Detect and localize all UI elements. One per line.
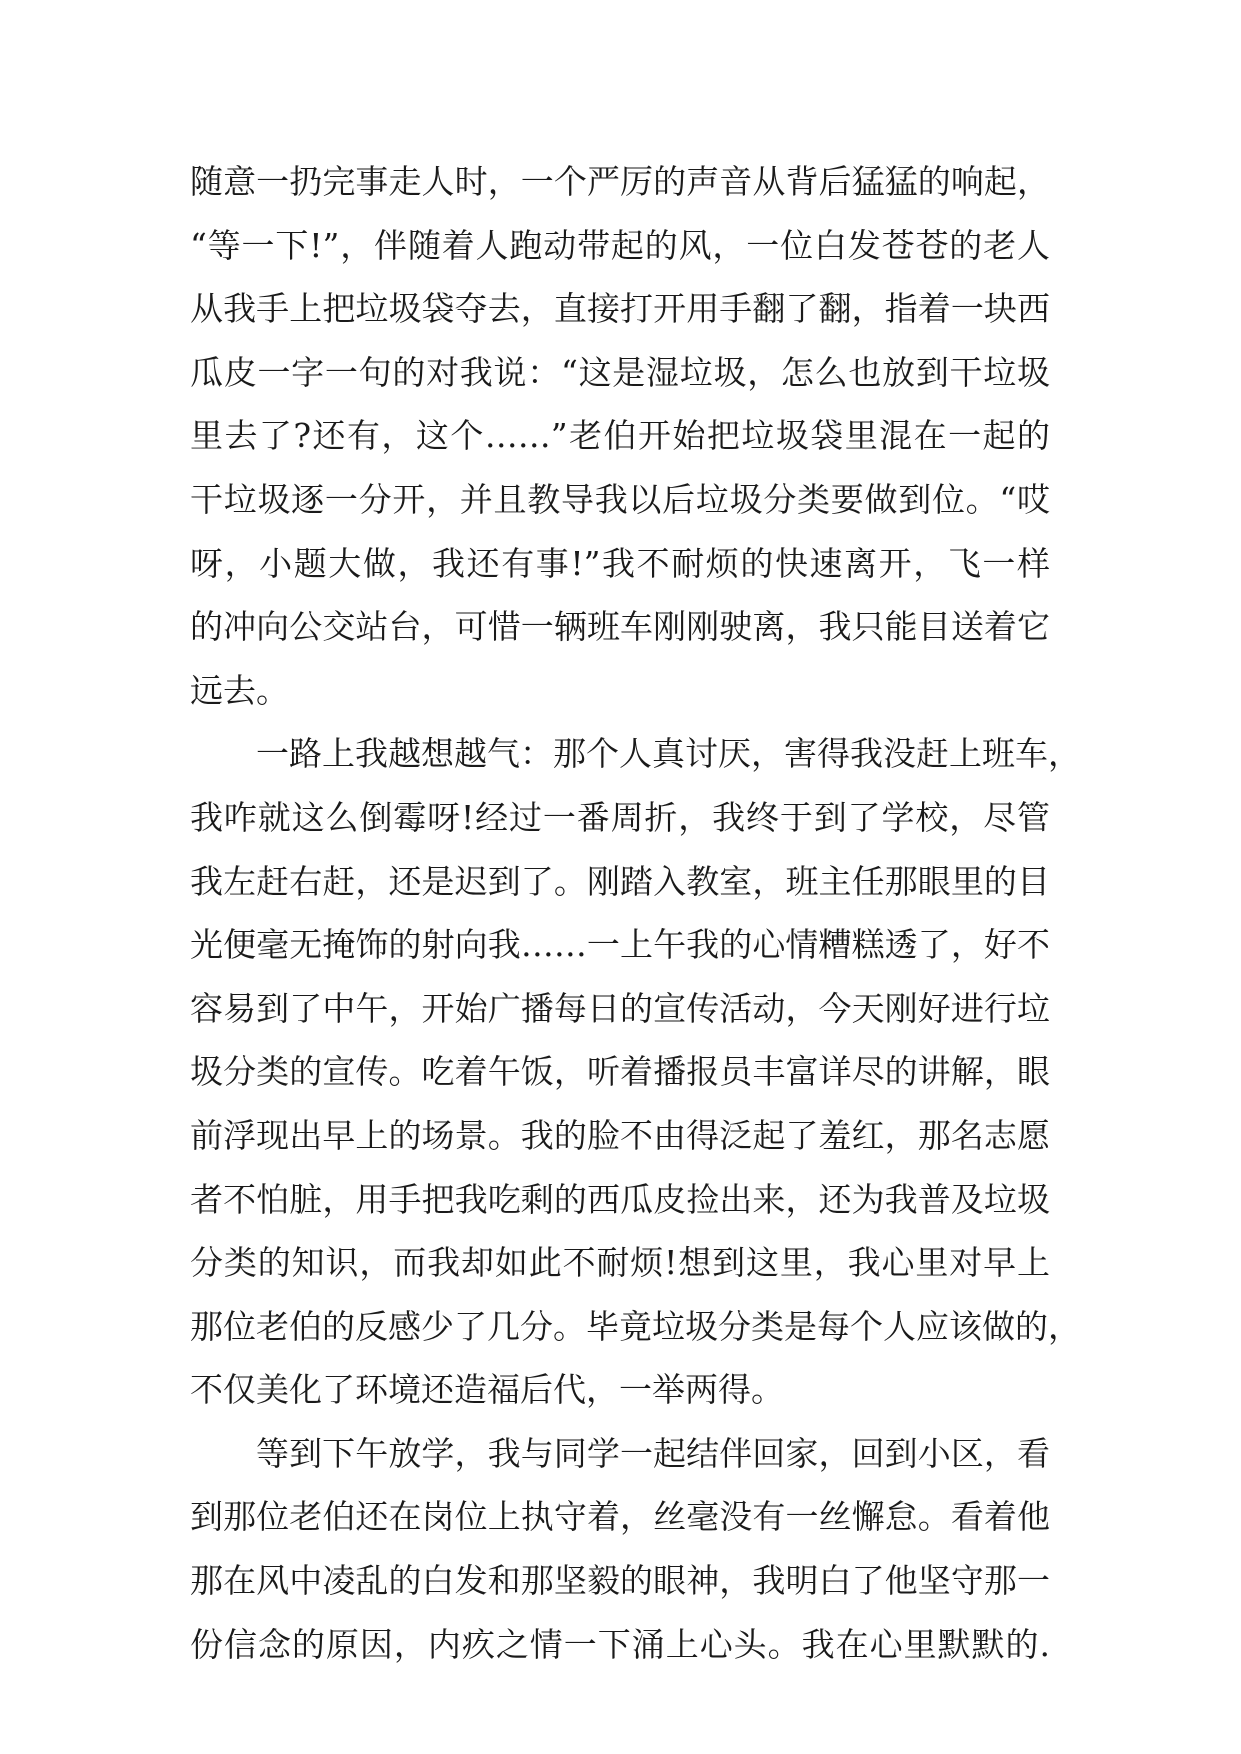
- text-line: 瓜皮一字一句的对我说：“这是湿垃圾，怎么也放到干垃圾: [190, 352, 1050, 392]
- text-line: 那位老伯的反感少了几分。毕竟垃圾分类是每个人应该做的，: [190, 1306, 1081, 1346]
- text-line: “等一下!”，伴随着人跑动带起的风，一位白发苍苍的老人: [190, 225, 1050, 265]
- text-line: 里去了?还有，这个……”老伯开始把垃圾袋里混在一起的: [190, 416, 1050, 456]
- text-line: 者不怕脏，用手把我吃剩的西瓜皮捡出来，还为我普及垃圾: [190, 1179, 1050, 1219]
- text-line: 圾分类的宣传。吃着午饭，听着播报员丰富详尽的讲解，眼: [190, 1052, 1050, 1092]
- text-line: 呀，小题大做，我还有事!”我不耐烦的快速离开，飞一样: [190, 543, 1050, 583]
- text-line: 到那位老伯还在岗位上执守着，丝毫没有一丝懈怠。看着他: [190, 1497, 1050, 1537]
- essay-body: [190, 150, 1081, 1676]
- text-line: 不仅美化了环境还造福后代，一举两得。: [190, 1370, 784, 1410]
- text-line: 的冲向公交站台，可惜一辆班车刚刚驶离，我只能目送着它: [190, 607, 1050, 647]
- text-line: 光便毫无掩饰的射向我……一上午我的心情糟糕透了，好不: [190, 925, 1050, 965]
- text-line: 份信念的原因，内疚之情一下涌上心头。我在心里默默的.: [190, 1624, 1050, 1664]
- text-line: 容易到了中午，开始广播每日的宣传活动，今天刚好进行垃: [190, 988, 1050, 1028]
- text-line: 随意一扔完事走人时，一个严厉的声音从背后猛猛的响起，: [190, 162, 1050, 201]
- paragraph-2: [190, 722, 1081, 1422]
- paragraph-1: [190, 150, 1050, 722]
- text-line: 我咋就这么倒霉呀!经过一番周折，我终于到了学校，尽管: [190, 797, 1050, 837]
- text-line: 前浮现出早上的场景。我的脸不由得泛起了羞红，那名志愿: [190, 1115, 1050, 1155]
- text-line: 那在风中凌乱的白发和那坚毅的眼神，我明白了他坚守那一: [190, 1561, 1050, 1601]
- text-line: 分类的知识，而我却如此不耐烦!想到这里，我心里对早上: [190, 1243, 1050, 1283]
- text-line: 远去。: [190, 670, 289, 710]
- text-line: 干垃圾逐一分开，并且教导我以后垃圾分类要做到位。“哎: [190, 479, 1050, 519]
- text-line: 我左赶右赶，还是迟到了。刚踏入教室，班主任那眼里的目: [190, 861, 1050, 901]
- text-line: 从我手上把垃圾袋夺去，直接打开用手翻了翻，指着一块西: [190, 289, 1050, 329]
- paragraph-3: [190, 1422, 1050, 1676]
- text-line: 一路上我越想越气：那个人真讨厌，害得我没赶上班车，: [256, 734, 1081, 774]
- text-line: 等到下午放学，我与同学一起结伴回家，回到小区，看: [256, 1433, 1050, 1473]
